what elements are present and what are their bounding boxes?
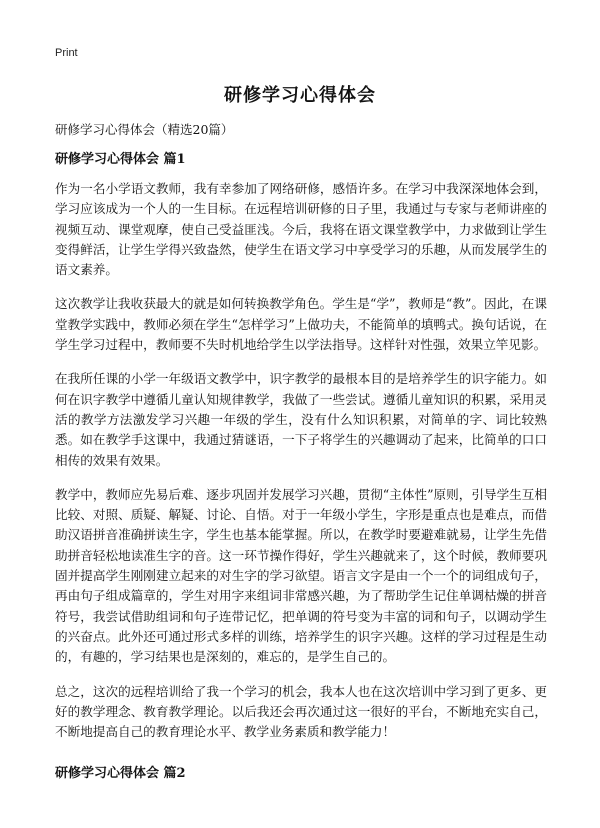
- document-body: [55, 150, 547, 793]
- paragraph: 作为一名小学语文教师，我有幸参加了网络研修，感悟许多。在学习中我深深地体会到，学习应该成为一个人的一生目标。在远程培训研修的日子里，我通过与专家与老师讲座的视频互动、课堂观摩，使自己受益匪浅。今后，我将在语文课堂教学中，力求做到让学生变得鲜活，让学生学得兴致盎然，使学生在语文学习中享受学习的乐趣，从而发展学生的语文素养。: [55, 181, 547, 278]
- print-link[interactable]: Print: [55, 47, 78, 59]
- paragraph: 总之，这次的远程培训给了我一个学习的机会，我本人也在这次培训中学习到了更多、更好的教学理念、教育教学理论。以后我还会再次通过这一很好的平台，不断地充实自己，不断地提高自己的教育理论水平、教学业务素质和教学能力！: [55, 683, 547, 740]
- page-title: 研修学习心得体会: [224, 85, 376, 106]
- paragraph: 这次教学让我收获最大的就是如何转换教学角色。学生是“学”，教师是“教”。因此，在课堂教学实践中，教师必须在学生“怎样学习”上做功夫，不能简单的填鸭式。换句话说，在学生学习过程中，教师要不失时机地给学生以学法指导。这样针对性强，效果立竿见影。: [55, 296, 547, 353]
- section-heading-2: 研修学习心得体会 篇2: [55, 766, 186, 782]
- document-subtitle: 研修学习心得体会（精选20篇）: [55, 122, 234, 137]
- paragraph: 教学中，教师应先易后难、逐步巩固并发展学习兴趣，贯彻“主体性”原则，引导学生互相比较、对照、质疑、解疑、讨论、自悟。对于一年级小学生，字形是重点也是难点，而借助汉语拼音准确拼读生字，学生也基本能掌握。所以，在教学时要避难就易，让学生先借助拼音轻松地读准生字的音。这一环节操作得好，学生兴趣就来了，这个时候，教师要巩固并提高学生刚刚建立起来的对生字的学习欲望。语言文字是由一个一个的词组成句子，再由句子组成篇章的，学生对用字来组词非常感兴趣，为了帮助学生记住单调枯燥的拼音符号，我尝试借助组词和句子连带记忆，把单调的符号变为丰富的词和句子，以调动学生的兴奋点。此外还可通过形式多样的训练，培养学生的识字兴趣。这样的学习过程是生动的，有趣的，学习结果也是深刻的，难忘的，是学生自己的。: [55, 486, 547, 665]
- section-heading-1: 研修学习心得体会 篇1: [55, 152, 186, 167]
- paragraph: 在我所任课的小学一年级语文教学中，识字教学的最根本目的是培养学生的识字能力。如何在识字教学中遵循儿童认知规律教学，我做了一些尝试。遵循儿童知识的积累，采用灵活的教学方法激发学习兴趣一年级的学生，没有什么知识积累，对简单的字、词比较熟悉。如在教学手这课中，我通过猜谜语，一下子将学生的兴趣调动了起来，比简单的口口相传的效果有效果。: [55, 371, 547, 468]
